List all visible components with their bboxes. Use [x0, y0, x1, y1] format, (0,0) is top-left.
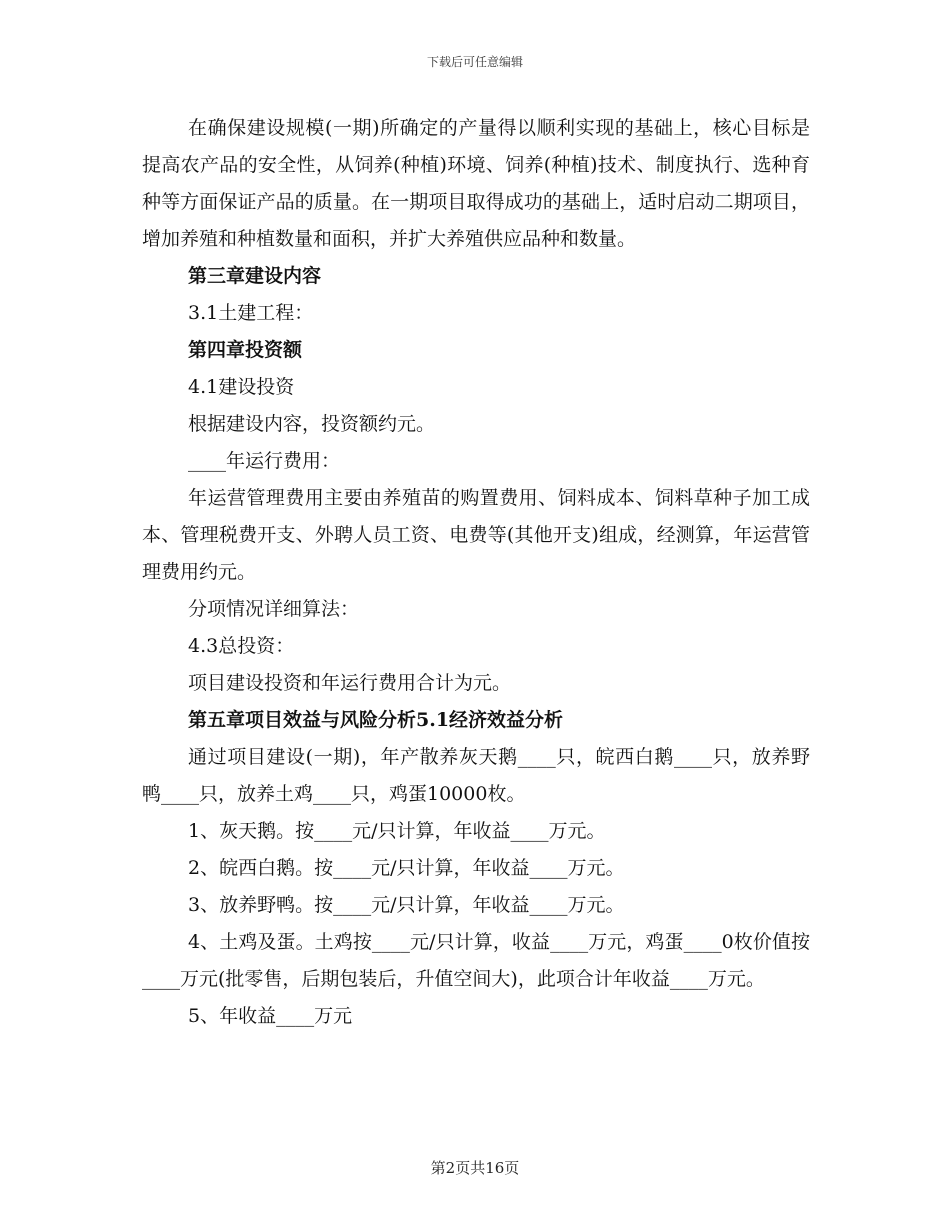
paragraph-objective: 在确保建设规模(一期)所确定的产量得以顺利实现的基础上，核心目标是提高农产品的安全性，从饲养(种植)环境、饲养(种植)技术、制度执行、选种育种等方面保证产品的质量。在一期项目取得成功的基础上，适时启动二期项目，增加养殖和种植数量和面积，并扩大养殖供应品种和数量。 — [142, 117, 810, 250]
page-footer: 第2页共16页 — [430, 1159, 520, 1177]
heading-chapter-4: 第四章投资额 — [188, 339, 303, 361]
paragraph-investment: 根据建设内容，投资额约元。 — [188, 413, 436, 435]
document-body — [142, 110, 810, 1035]
item-1: 1、灰天鹅。按____元/只计算，年收益____万元。 — [188, 820, 606, 842]
heading-chapter-3: 第三章建设内容 — [188, 265, 322, 287]
section-4-3: 4.3总投资： — [188, 635, 295, 657]
paragraph-output: 通过项目建设(一期)，年产散养灰天鹅____只，皖西白鹅____只，放养野鸭____只，放养土鸡____只，鸡蛋10000枚。 — [142, 746, 810, 805]
paragraph-annual-cost: 年运营管理费用主要由养殖苗的购置费用、饲料成本、饲料草种子加工成本、管理税费开支、外聘人员工资、电费等(其他开支)组成，经测算，年运营管理费用约元。 — [142, 487, 810, 583]
section-4-1: 4.1建设投资 — [188, 376, 295, 398]
paragraph-total: 项目建设投资和年运行费用合计为元。 — [188, 672, 512, 694]
item-2: 2、皖西白鹅。按____元/只计算，年收益____万元。 — [188, 857, 625, 879]
page-header: 下载后可任意编辑 — [426, 55, 523, 69]
item-4: 4、土鸡及蛋。土鸡按____元/只计算，收益____万元，鸡蛋____0枚价值按____万元(批零售，后期包装后，升值空间大)，此项合计年收益____万元。 — [142, 931, 810, 990]
paragraph-itemized: 分项情况详细算法： — [188, 598, 360, 620]
item-5: 5、年收益____万元 — [188, 1005, 353, 1027]
heading-chapter-5: 第五章项目效益与风险分析5.1经济效益分析 — [188, 709, 564, 731]
item-3: 3、放养野鸭。按____元/只计算，年收益____万元。 — [188, 894, 625, 916]
section-3-1: 3.1土建工程： — [188, 302, 314, 324]
paragraph-annual-cost-title: ____年运行费用： — [188, 450, 341, 472]
